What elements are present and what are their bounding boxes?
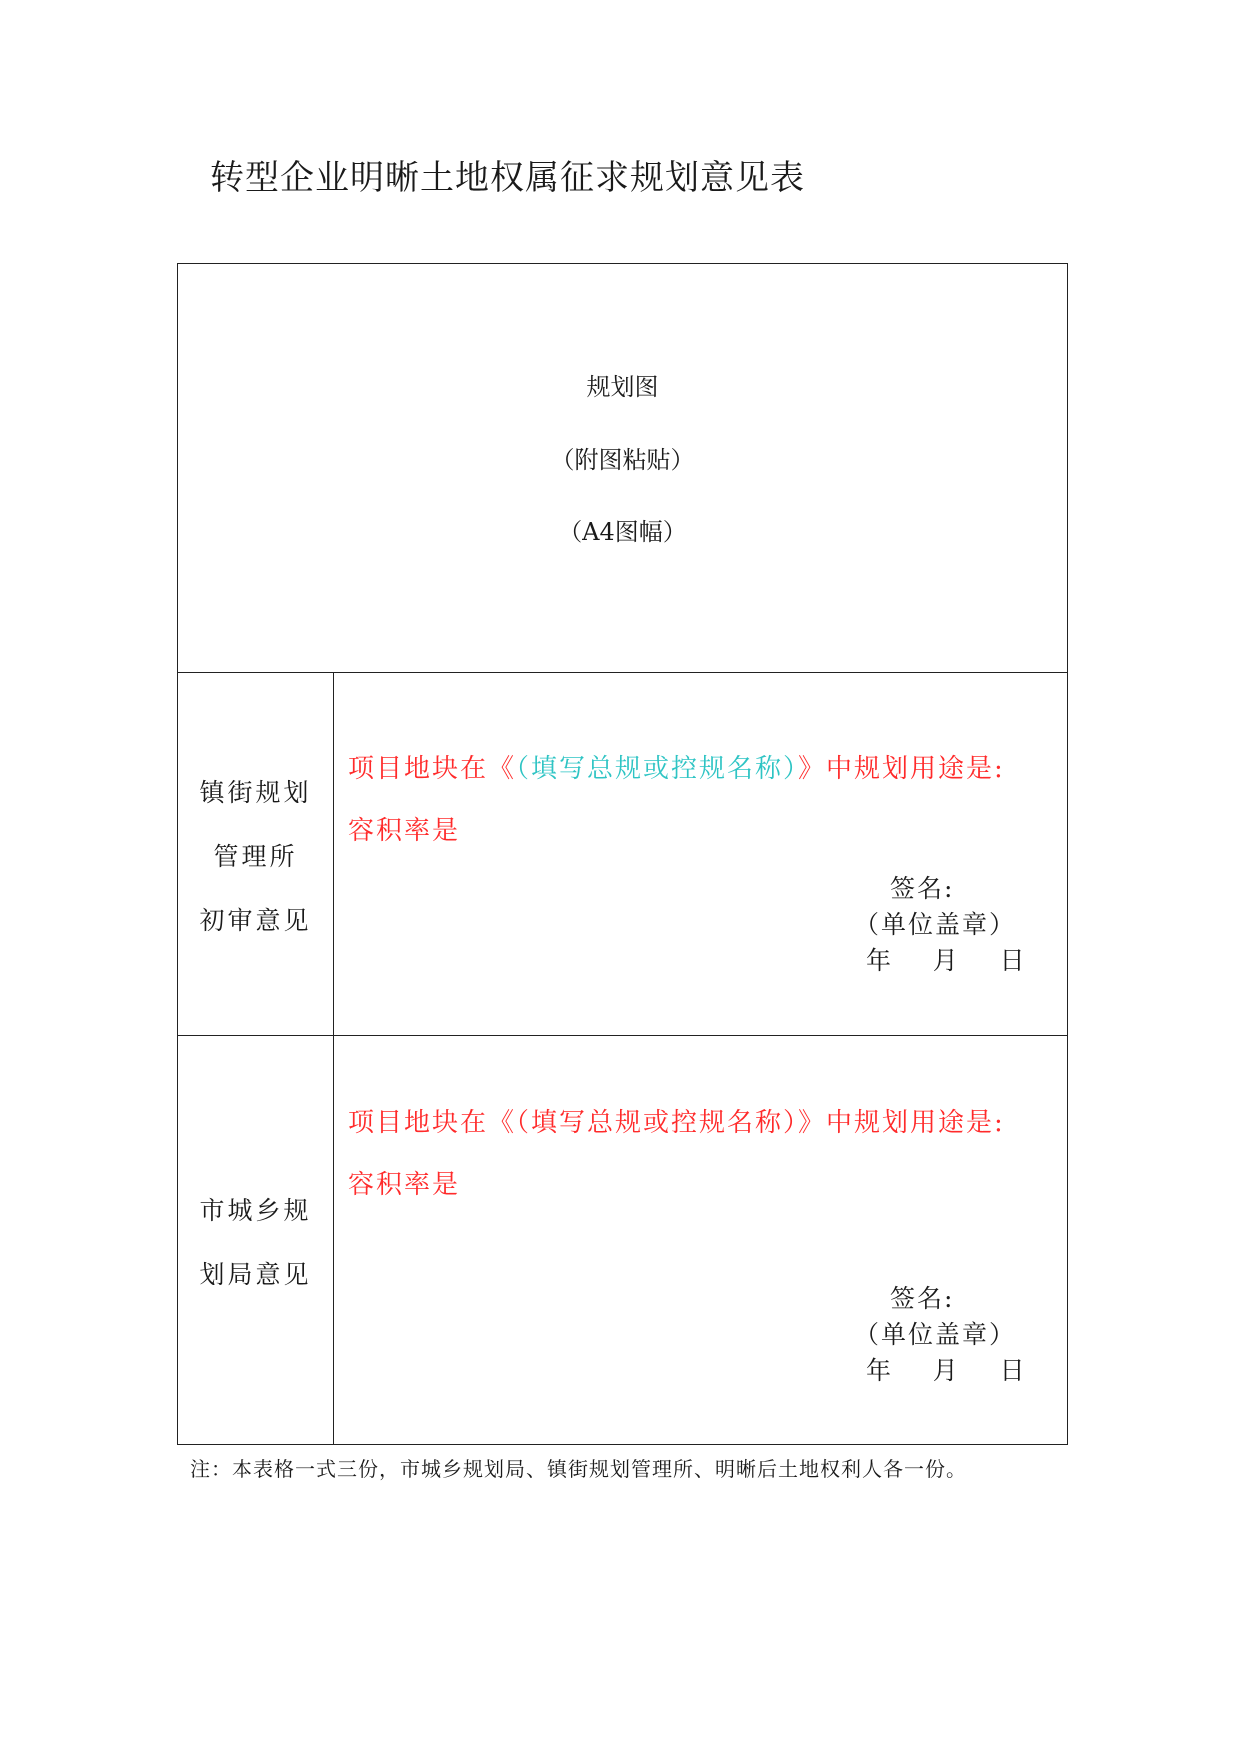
city-bureau-label-line: 市城乡规 <box>199 1196 312 1225</box>
statement-suffix: 》中规划用途是: <box>798 754 1005 784</box>
city-signature-label: 签名: <box>890 1284 955 1313</box>
city-date-label: 年 月 日 <box>866 1356 1027 1385</box>
town-signature-label: 签名: <box>890 874 955 903</box>
map-size-note: （A4图幅） <box>558 518 687 546</box>
town-review-label-line: 管理所 <box>213 842 298 871</box>
statement-suffix: 》中规划用途是: <box>798 1108 1005 1138</box>
statement-prefix: 项目地块在《 <box>348 1108 517 1138</box>
plan-name-placeholder[interactable]: （填写总规或控规名称） <box>516 1108 799 1138</box>
footnote: 注：本表格一式三份，市城乡规划局、镇街规划管理所、明晰后土地权利人各一份。 <box>190 1457 967 1481</box>
city-bureau-label-cell <box>178 1036 334 1444</box>
city-bureau-row <box>178 1036 1067 1444</box>
map-label: 规划图 <box>586 373 659 401</box>
opinion-form-table <box>177 263 1068 1445</box>
town-review-label-cell <box>178 673 334 1035</box>
planning-map-area[interactable] <box>178 264 1067 673</box>
town-review-label-line: 镇街规划 <box>199 778 312 807</box>
city-land-use-statement <box>348 1102 1005 1139</box>
city-bureau-label-line: 划局意见 <box>199 1260 312 1289</box>
town-review-label-line: 初审意见 <box>199 906 312 935</box>
city-bureau-opinion-cell[interactable] <box>334 1036 1067 1444</box>
town-review-row <box>178 673 1067 1036</box>
plan-name-placeholder[interactable]: （填写总规或控规名称） <box>516 754 799 784</box>
page-title: 转型企业明晰土地权属征求规划意见表 <box>210 158 805 198</box>
city-stamp-label: （单位盖章） <box>854 1320 1017 1349</box>
town-date-label: 年 月 日 <box>866 946 1027 975</box>
town-review-opinion-cell[interactable] <box>334 673 1067 1035</box>
city-plot-ratio-statement: 容积率是 <box>348 1170 461 1200</box>
town-land-use-statement <box>348 748 1005 785</box>
town-stamp-label: （单位盖章） <box>854 910 1017 939</box>
town-plot-ratio-statement: 容积率是 <box>348 816 461 846</box>
statement-prefix: 项目地块在《 <box>348 754 517 784</box>
map-attach-note: （附图粘贴） <box>550 446 695 474</box>
